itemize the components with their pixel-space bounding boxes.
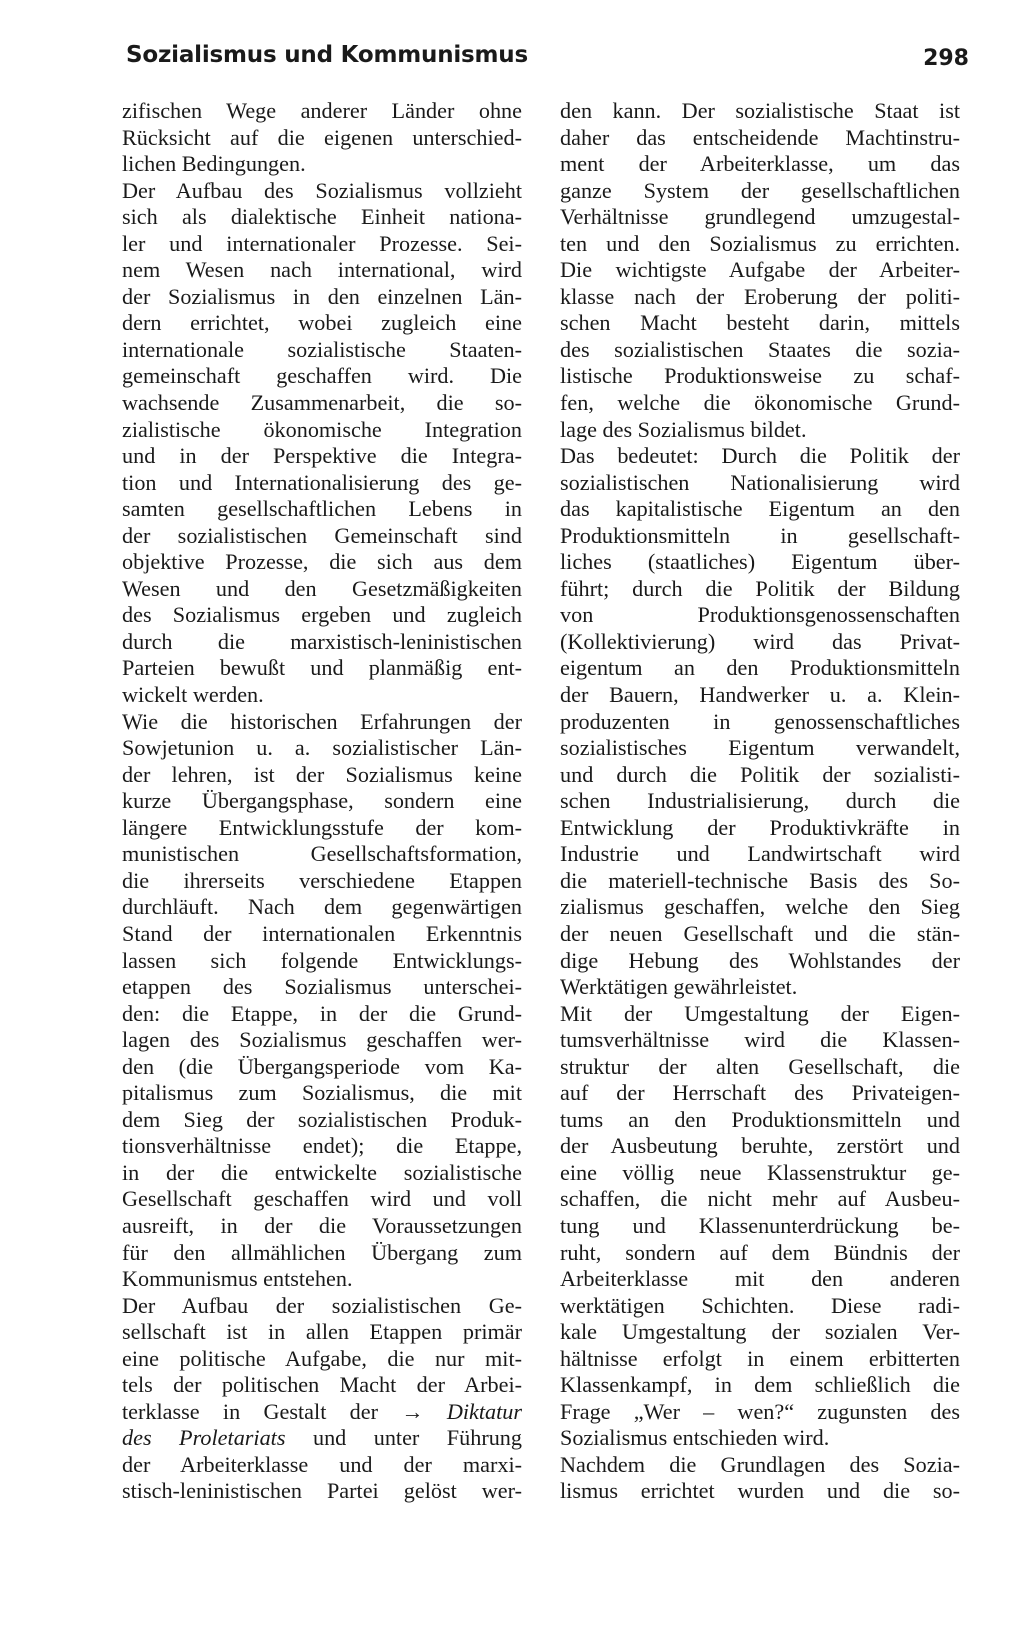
text-line — [560, 204, 960, 231]
text-line — [560, 1425, 960, 1452]
text-line — [560, 1080, 960, 1107]
text-line — [122, 98, 522, 125]
text-line — [122, 1478, 522, 1505]
text-line — [122, 1213, 522, 1240]
text-line — [122, 1293, 522, 1320]
text-line-content: das kapitalistische Eigentum an den — [560, 496, 960, 522]
text-line-content: Klassenkampf, in dem schließlich die — [560, 1372, 960, 1398]
text-line-content: dern errichtet, wobei zugleich eine — [122, 310, 522, 336]
text-line — [122, 310, 522, 337]
text-line — [122, 894, 522, 921]
text-line-content: fen, welche die ökonomische Grund- — [560, 390, 960, 416]
text-line — [560, 974, 960, 1001]
text-line — [122, 1319, 522, 1346]
text-line — [560, 629, 960, 656]
text-line-content: nem Wesen nach international, wird — [122, 257, 522, 283]
text-line-content: liches (staatliches) Eigentum über- — [560, 549, 960, 575]
text-line-content: den (die Übergangsperiode vom Ka- — [122, 1053, 522, 1079]
text-line-content: tumsverhältnisse wird die Klassen- — [560, 1027, 960, 1053]
text-line-content: produzenten in genossenschaftliches — [560, 708, 960, 734]
text-line — [122, 178, 522, 205]
text-line — [122, 921, 522, 948]
text-line-content: die materiell-technische Basis des So- — [560, 867, 960, 893]
text-line-content: der Bauern, Handwerker u. a. Klein- — [560, 682, 960, 708]
text-line-content: Sozialismus entschieden wird. — [560, 1425, 830, 1451]
text-line — [560, 576, 960, 603]
text-line — [560, 98, 960, 125]
text-line — [122, 602, 522, 629]
text-line-content: des sozialistischen Staates die sozia- — [560, 336, 960, 362]
text-line — [122, 1001, 522, 1028]
text-line-content: zifischen Wege anderer Länder ohne — [122, 98, 522, 123]
text-line-content: Produktionsmitteln in gesellschaft- — [560, 522, 960, 548]
text-line — [560, 523, 960, 550]
text-line — [122, 1240, 522, 1267]
text-line-content: Rücksicht auf die eigenen unterschied- — [122, 124, 522, 150]
text-line — [122, 655, 522, 682]
text-line — [560, 868, 960, 895]
text-line — [122, 390, 522, 417]
text-line-content: Entwicklung der Produktivkräfte in — [560, 814, 960, 840]
text-line-content: objektive Prozesse, die sich aus dem — [122, 549, 522, 575]
text-line-content: und durch die Politik der sozialisti- — [560, 761, 960, 787]
text-line — [560, 1107, 960, 1134]
text-line — [122, 363, 522, 390]
text-line-content: Verhältnisse grundlegend umzugestal- — [560, 204, 960, 230]
text-line-content: durchläuft. Nach dem gegenwärtigen — [122, 894, 522, 920]
text-line — [122, 1160, 522, 1187]
text-line-content: lassen sich folgende Entwicklungs- — [122, 947, 522, 973]
text-line — [560, 1319, 960, 1346]
text-line-content: Industrie und Landwirtschaft wird — [560, 841, 960, 867]
text-line-content: die ihrerseits verschiedene Etappen — [122, 867, 522, 893]
text-line-content: samten gesellschaftlichen Lebens in — [122, 496, 522, 522]
text-line — [122, 470, 522, 497]
text-line — [560, 1478, 960, 1505]
text-line-content: der sozialistischen Gemeinschaft sind — [122, 522, 522, 548]
text-line-content: schen Industrialisierung, durch die — [560, 788, 960, 814]
text-line-content: pitalismus zum Sozialismus, die mit — [122, 1080, 522, 1106]
text-line — [560, 1001, 960, 1028]
text-line-content: Wesen und den Gesetzmäßigkeiten — [122, 575, 522, 601]
text-line — [122, 417, 522, 444]
text-line-content: hältnisse erfolgt in einem erbitterten — [560, 1345, 960, 1371]
text-line-content: ausreift, in der die Voraussetzungen — [122, 1212, 522, 1238]
text-line — [560, 709, 960, 736]
text-line-content: Kommunismus entstehen. — [122, 1266, 353, 1292]
text-line — [560, 841, 960, 868]
text-line — [560, 1372, 960, 1399]
text-line-content: schaffen, die nicht mehr auf Ausbeu- — [560, 1186, 960, 1212]
text-line — [122, 1054, 522, 1081]
text-line-content: der Sozialismus in den einzelnen Län- — [122, 283, 522, 309]
text-line — [560, 1160, 960, 1187]
text-line — [122, 709, 522, 736]
text-line-content: Die wichtigste Aufgabe der Arbeiter- — [560, 257, 960, 283]
text-line-content: stisch-leninistischen Partei gelöst wer- — [122, 1478, 522, 1504]
text-line — [122, 815, 522, 842]
text-line-content: terklasse in Gestalt der — [122, 1398, 378, 1424]
text-line-content: sozialistisches Eigentum verwandelt, — [560, 735, 960, 761]
text-line — [122, 231, 522, 258]
text-line-content: kale Umgestaltung der sozialen Ver- — [560, 1319, 960, 1345]
text-line — [560, 682, 960, 709]
text-line-content: des Sozialismus ergeben und zugleich — [122, 602, 522, 628]
text-line-content: ten und den Sozialismus zu errichten. — [560, 230, 960, 256]
text-line-content: und unter Führung — [312, 1425, 522, 1451]
right-text-column — [560, 98, 960, 1505]
italic-term: des Proletariats — [122, 1425, 286, 1451]
text-line — [122, 841, 522, 868]
text-line-content: wachsende Zusammenarbeit, die so- — [122, 390, 522, 416]
text-line-content: der neuen Gesellschaft und die stän- — [560, 920, 960, 946]
text-line-content: daher das entscheidende Machtinstru- — [560, 124, 960, 150]
text-line-content: für den allmählichen Übergang zum — [122, 1239, 522, 1265]
text-line-content: eine völlig neue Klassenstruktur ge- — [560, 1159, 960, 1185]
text-line — [560, 125, 960, 152]
text-line — [122, 549, 522, 576]
text-line — [122, 735, 522, 762]
text-line-content: Stand der internationalen Erkenntnis — [122, 920, 522, 946]
text-line — [122, 1372, 522, 1399]
text-line — [122, 576, 522, 603]
text-line — [122, 496, 522, 523]
text-line — [122, 682, 522, 709]
text-line-content: tums an den Produktionsmitteln und — [560, 1106, 960, 1132]
italic-term: Diktatur — [446, 1398, 522, 1424]
text-line-content: listische Produktionsweise zu schaf- — [560, 363, 960, 389]
text-line-content: Parteien bewußt und planmäßig ent- — [122, 655, 522, 681]
text-line-content: kurze Übergangsphase, sondern eine — [122, 788, 522, 814]
text-line — [122, 629, 522, 656]
text-line-content: den: die Etappe, in der die Grund- — [122, 1000, 522, 1026]
text-line-content: lichen Bedingungen. — [122, 151, 306, 177]
text-line — [560, 496, 960, 523]
text-line — [122, 1080, 522, 1107]
text-line-content: der Ausbeutung beruhte, zerstört und — [560, 1133, 960, 1159]
text-line — [560, 762, 960, 789]
text-line — [560, 443, 960, 470]
text-line — [560, 1186, 960, 1213]
text-line-content: Sowjetunion u. a. sozialistischer Län- — [122, 735, 522, 761]
text-line-content: ruht, sondern auf dem Bündnis der — [560, 1239, 960, 1265]
text-line-content: ment der Arbeiterklasse, um das — [560, 151, 960, 177]
text-line — [560, 151, 960, 178]
text-line — [122, 1452, 522, 1479]
text-line-content: Mit der Umgestaltung der Eigen- — [560, 1000, 960, 1026]
text-line — [560, 815, 960, 842]
text-line — [122, 151, 522, 178]
text-line — [122, 523, 522, 550]
text-line — [560, 655, 960, 682]
text-line — [560, 1452, 960, 1479]
text-line — [560, 257, 960, 284]
text-line — [122, 1266, 522, 1293]
text-line-content: schen Macht besteht darin, mittels — [560, 310, 960, 336]
text-line — [560, 178, 960, 205]
text-line — [122, 1133, 522, 1160]
text-line-content: klasse nach der Eroberung der politi- — [560, 283, 960, 309]
text-line-content: zialistische ökonomische Integration — [122, 416, 522, 442]
text-line — [122, 1399, 522, 1426]
text-line-content: dem Sieg der sozialistischen Produk- — [122, 1106, 522, 1132]
text-line — [122, 284, 522, 311]
text-line-content: Gesellschaft geschaffen wird und voll — [122, 1186, 522, 1212]
text-line — [122, 788, 522, 815]
text-line-content: ler und internationaler Prozesse. Sei- — [122, 230, 522, 256]
text-line-content: dige Hebung des Wohlstandes der — [560, 947, 960, 973]
text-line-content: Das bedeutet: Durch die Politik der — [560, 443, 960, 469]
text-line — [560, 602, 960, 629]
text-line — [560, 337, 960, 364]
text-line-content: tels der politischen Macht der Arbei- — [122, 1372, 522, 1398]
text-line — [560, 363, 960, 390]
text-line — [560, 948, 960, 975]
text-line — [560, 1133, 960, 1160]
text-line — [560, 1399, 960, 1426]
running-header-title: Sozialismus und Kommunismus — [126, 42, 528, 68]
text-line-content: tionsverhältnisse endet); die Etappe, — [122, 1133, 522, 1159]
text-line-content: den kann. Der sozialistische Staat ist — [560, 98, 960, 123]
text-line-content: sellschaft ist in allen Etappen primär — [122, 1319, 522, 1345]
text-line — [560, 310, 960, 337]
text-line — [560, 1266, 960, 1293]
text-line-content: in der die entwickelte sozialistische — [122, 1159, 522, 1185]
text-line-content: längere Entwicklungsstufe der kom- — [122, 814, 522, 840]
text-line-content: sich als dialektische Einheit nationa- — [122, 204, 522, 230]
text-line-content: zialismus geschaffen, welche den Sieg — [560, 894, 960, 920]
text-line — [560, 894, 960, 921]
text-line-content: der lehren, ist der Sozialismus keine — [122, 761, 522, 787]
text-line — [560, 417, 960, 444]
text-line — [122, 948, 522, 975]
text-line — [560, 1213, 960, 1240]
text-line-content: wickelt werden. — [122, 682, 264, 708]
text-line — [122, 337, 522, 364]
text-line-content: durch die marxistisch-leninistischen — [122, 628, 522, 654]
text-line-content: werktätigen Schichten. Diese radi- — [560, 1292, 960, 1318]
text-line — [122, 974, 522, 1001]
text-line-content: ganze System der gesellschaftlichen — [560, 177, 960, 203]
text-line — [122, 204, 522, 231]
text-line — [560, 788, 960, 815]
page-number: 298 — [923, 46, 969, 71]
left-text-column — [122, 98, 522, 1505]
text-line-content: und in der Perspektive die Integra- — [122, 443, 522, 469]
text-line — [560, 1293, 960, 1320]
text-line-content: Wie die historischen Erfahrungen der — [122, 708, 522, 734]
text-line-content: Nachdem die Grundlagen des Sozia- — [560, 1451, 960, 1477]
text-line — [122, 1186, 522, 1213]
text-line-content: Werktätigen gewährleistet. — [560, 974, 798, 1000]
text-line-content: tung und Klassenunterdrückung be- — [560, 1212, 960, 1238]
text-line-content: (Kollektivierung) wird das Privat- — [560, 628, 960, 654]
text-line-content: Arbeiterklasse mit den anderen — [560, 1266, 960, 1292]
text-line-content: lagen des Sozialismus geschaffen wer- — [122, 1027, 522, 1053]
text-line-content: munistischen Gesellschaftsformation, — [122, 841, 522, 867]
text-line-content: struktur der alten Gesellschaft, die — [560, 1053, 960, 1079]
text-line — [560, 284, 960, 311]
text-line-content: Frage „Wer – wen?“ zugunsten des — [560, 1398, 960, 1424]
text-line — [560, 470, 960, 497]
text-line-content: lage des Sozialismus bildet. — [560, 416, 807, 442]
text-line — [122, 1027, 522, 1054]
cross-reference-arrow-icon: → — [401, 1398, 424, 1424]
text-line — [122, 257, 522, 284]
text-line — [560, 549, 960, 576]
text-line-content: gemeinschaft geschaffen wird. Die — [122, 363, 522, 389]
text-line — [560, 1027, 960, 1054]
text-line-content: eigentum an den Produktionsmitteln — [560, 655, 960, 681]
text-line — [122, 1346, 522, 1373]
text-line-content: der Arbeiterklasse und der marxi- — [122, 1451, 522, 1477]
text-line-content: tion und Internationalisierung des ge- — [122, 469, 522, 495]
text-line-content: Der Aufbau des Sozialismus vollzieht — [122, 177, 522, 203]
text-line — [560, 1240, 960, 1267]
text-line — [560, 1346, 960, 1373]
text-line-content: Der Aufbau der sozialistischen Ge- — [122, 1292, 522, 1318]
text-line — [122, 125, 522, 152]
text-line — [122, 1107, 522, 1134]
text-line — [560, 390, 960, 417]
text-line-content: sozialistischen Nationalisierung wird — [560, 469, 960, 495]
text-line — [560, 1054, 960, 1081]
text-line-content: eine politische Aufgabe, die nur mit- — [122, 1345, 522, 1371]
text-line — [122, 443, 522, 470]
text-line-content: etappen des Sozialismus unterschei- — [122, 974, 522, 1000]
text-line — [122, 762, 522, 789]
text-line — [560, 735, 960, 762]
text-line-content: von Produktionsgenossenschaften — [560, 602, 960, 628]
text-line-content: führt; durch die Politik der Bildung — [560, 575, 960, 601]
text-line — [122, 868, 522, 895]
text-line — [560, 921, 960, 948]
text-line — [560, 231, 960, 258]
text-line-content: auf der Herrschaft des Privateigen- — [560, 1080, 960, 1106]
text-line — [122, 1425, 522, 1452]
text-line-content: lismus errichtet wurden und die so- — [560, 1478, 960, 1504]
text-line-content: internationale sozialistische Staaten- — [122, 336, 522, 362]
